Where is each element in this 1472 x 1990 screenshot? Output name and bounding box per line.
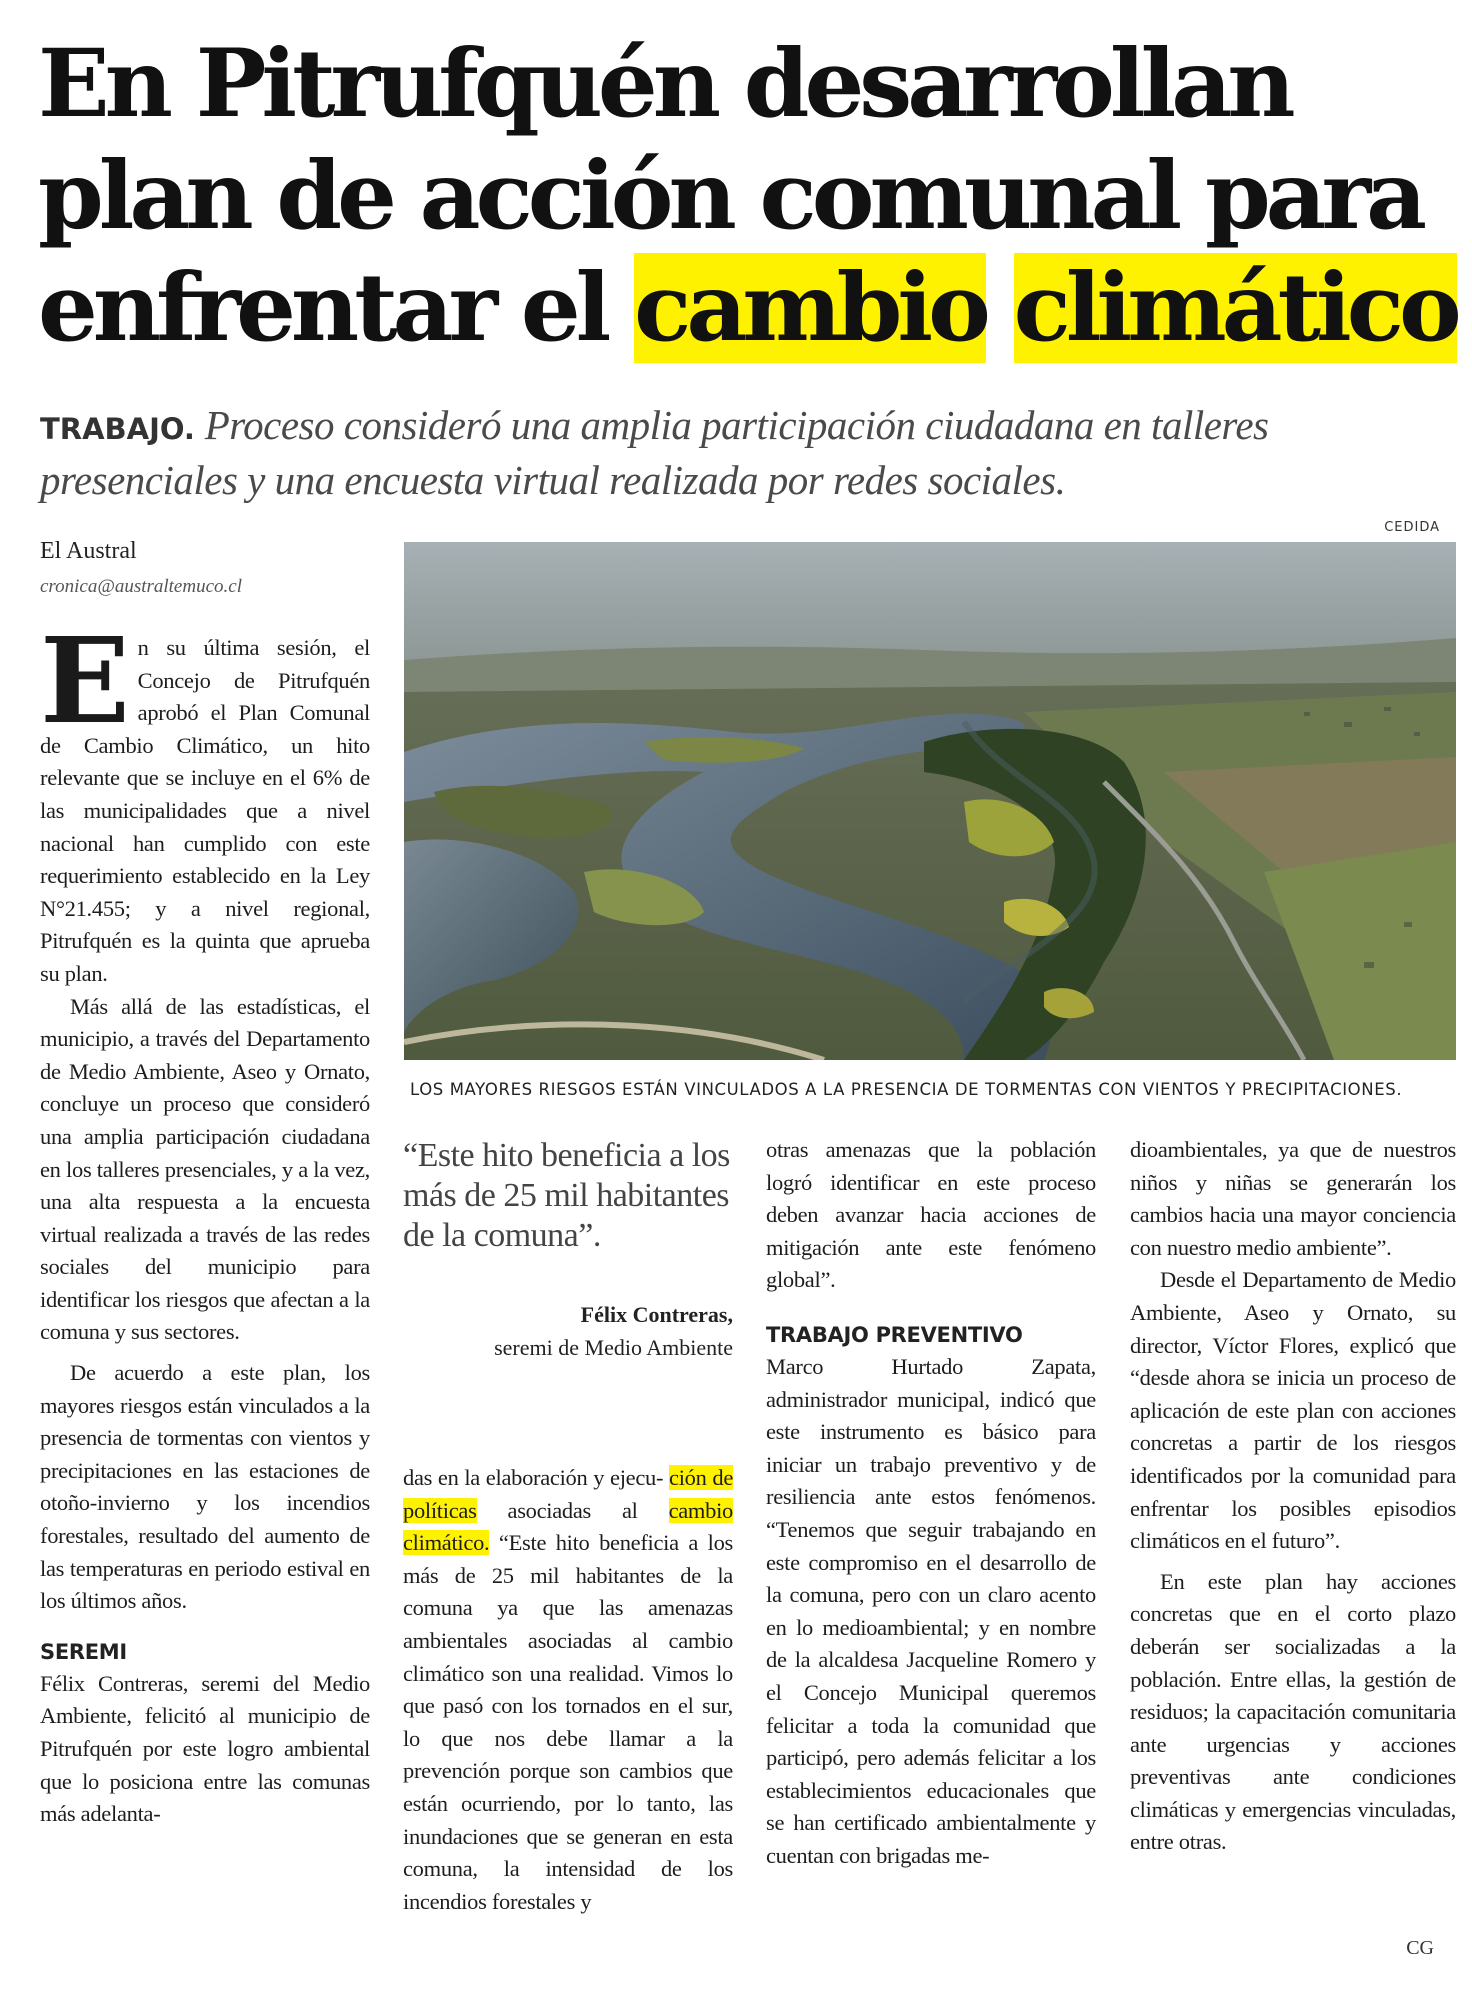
paragraph-1	[40, 611, 370, 991]
paragraph-10: En este plan hay acciones concretas que en el corto plazo deberán ser socializadas a la población. Entre ellas, la gestión de residuos; la capacitación comunitaria ante urgencias y acciones preventivas ante condiciones climáticas y emergencias vinculadas, entre otras.	[1130, 1568, 1456, 1855]
highlight-cambio-climatico: cambio climático.	[403, 1497, 733, 1556]
paragraph-1-text: n su última sesión, el Concejo de Pitrufquén aprobó el Plan Comunal de Cambio Climático, un hito relevante que se incluye en el 6% de las municipalidades que a nivel nacional han cumplido con este requerimiento establecido en la Ley N°21.455; y a nivel regional, Pitrufquén es la quinta que aprueba su plan.	[40, 635, 370, 986]
paragraph-5-start: das en la elaboración y ejecu-	[403, 1465, 664, 1490]
deck	[40, 400, 1440, 506]
end-mark: CG	[1406, 1937, 1434, 1959]
column-2	[403, 1462, 733, 1918]
paragraph-8: dioambientales, ya que de nuestros niños y niñas se generarán los cambios hacia una mayor conciencia con nuestro medio ambiente”.	[1130, 1137, 1456, 1260]
headline-line-2: plan de acción comunal para	[38, 141, 1423, 251]
paragraph-5	[403, 1462, 733, 1918]
headline-highlight-cambio: cambio	[634, 253, 986, 363]
paragraph-5-end: “Este hito beneficia a los más de 25 mil habitantes de la comuna ya que las amenazas ambientales asociadas al cambio climático son una realidad. Vimos lo que pasó con los tornados en el sur, lo que nos debe llamar a la prevención porque son cambios que están ocurriendo, por lo tanto, las inundaciones que se generan en esta comuna, la intensidad de los incendios forestales y	[403, 1530, 733, 1914]
deck-text: Proceso consideró una amplia participación ciudadana en talleres presenciales y una encuesta virtual realizada por redes sociales.	[40, 402, 1269, 503]
subhead-seremi: SEREMI	[40, 1639, 127, 1664]
byline-email[interactable]: cronica@australtemuco.cl	[40, 576, 242, 597]
column-1	[40, 611, 370, 1831]
pull-quote-role: seremi de Medio Ambiente	[494, 1335, 733, 1360]
paragraph-5-mid: asociadas al	[476, 1497, 669, 1523]
deck-kicker: TRABAJO.	[40, 412, 195, 446]
pull-quote-name: Félix Contreras,	[580, 1302, 733, 1327]
paragraph-6: otras amenazas que la población logró identificar en este proceso deben avanzar hacia acciones de mitigación ante este fenómeno global”.	[766, 1137, 1096, 1293]
headline-line-3	[38, 252, 1457, 364]
aerial-river-illustration	[404, 542, 1456, 1060]
headline-highlight-climatico: climático	[1013, 253, 1457, 363]
drop-cap: E	[40, 611, 130, 750]
photo-credit: CEDIDA	[1384, 520, 1440, 535]
headline-line-1: En Pitrufquén desarrollan	[38, 29, 1291, 139]
column-3	[766, 1134, 1096, 1872]
subhead-trabajo-preventivo: TRABAJO PREVENTIVO	[766, 1322, 1023, 1347]
aerial-river-photo	[404, 542, 1456, 1060]
column-4	[1130, 1134, 1456, 1859]
paragraph-3: De acuerdo a este plan, los mayores riesgos están vinculados a la presencia de tormentas con vientos y precipitaciones en las estaciones de otoño-invierno y los incendios forestales, resultado del aumento de las temperaturas en periodo estival en los últimos años.	[40, 1360, 370, 1614]
paragraph-4: Félix Contreras, seremi del Medio Ambiente, felicitó al municipio de Pitrufquén por este logro ambiental que lo posiciona entre las comunas más adelanta-	[40, 1670, 370, 1827]
paragraph-9: Desde el Departamento de Medio Ambiente, Aseo y Ornato, su director, Víctor Flores, explicó que “desde ahora se inicia un proceso de aplicación de este plan con acciones concretas a partir de los riesgos identificados por la comunidad para enfrentar los posibles episodios climáticos en el futuro”.	[1130, 1267, 1456, 1554]
headline-line-3-prefix: enfrentar el	[38, 253, 635, 363]
pull-quote: “Este hito beneficia a los más de 25 mil habitantes de la comuna”.	[403, 1137, 730, 1254]
photo-caption: LOS MAYORES RIESGOS ESTÁN VINCULADOS A LA PRESENCIA DE TORMENTAS CON VIENTOS Y PRECIPITACIONES.	[410, 1080, 1403, 1099]
paragraph-2: Más allá de las estadísticas, el municipio, a través del Departamento de Medio Ambiente, Aseo y Ornato, concluye un proceso que consideró una amplia participación ciudadana en los talleres presenciales, y a la vez, una alta respuesta a la encuesta virtual realizada a través de las redes sociales del municipio para identificar los riesgos que afectan a la comuna y sus sectores.	[40, 993, 370, 1345]
byline-author: El Austral	[40, 538, 137, 564]
headline	[38, 28, 1457, 364]
highlight-politicas: ción de políticas	[403, 1465, 734, 1523]
paragraph-7: Marco Hurtado Zapata, administrador municipal, indicó que este instrumento es básico para iniciar un trabajo preventivo y de resiliencia ante estos fenómenos. “Tenemos que seguir trabajando en este compromiso en el desarrollo de la comuna, pero con un claro acento en lo medioambiental; y en nombre de la alcaldesa Jacqueline Romero y el Concejo Municipal queremos felicitar a toda la comunidad que participó, pero además felicitar a los establecimientos educacionales que se han certificado ambientalmente y cuentan con brigadas me-	[766, 1353, 1096, 1868]
